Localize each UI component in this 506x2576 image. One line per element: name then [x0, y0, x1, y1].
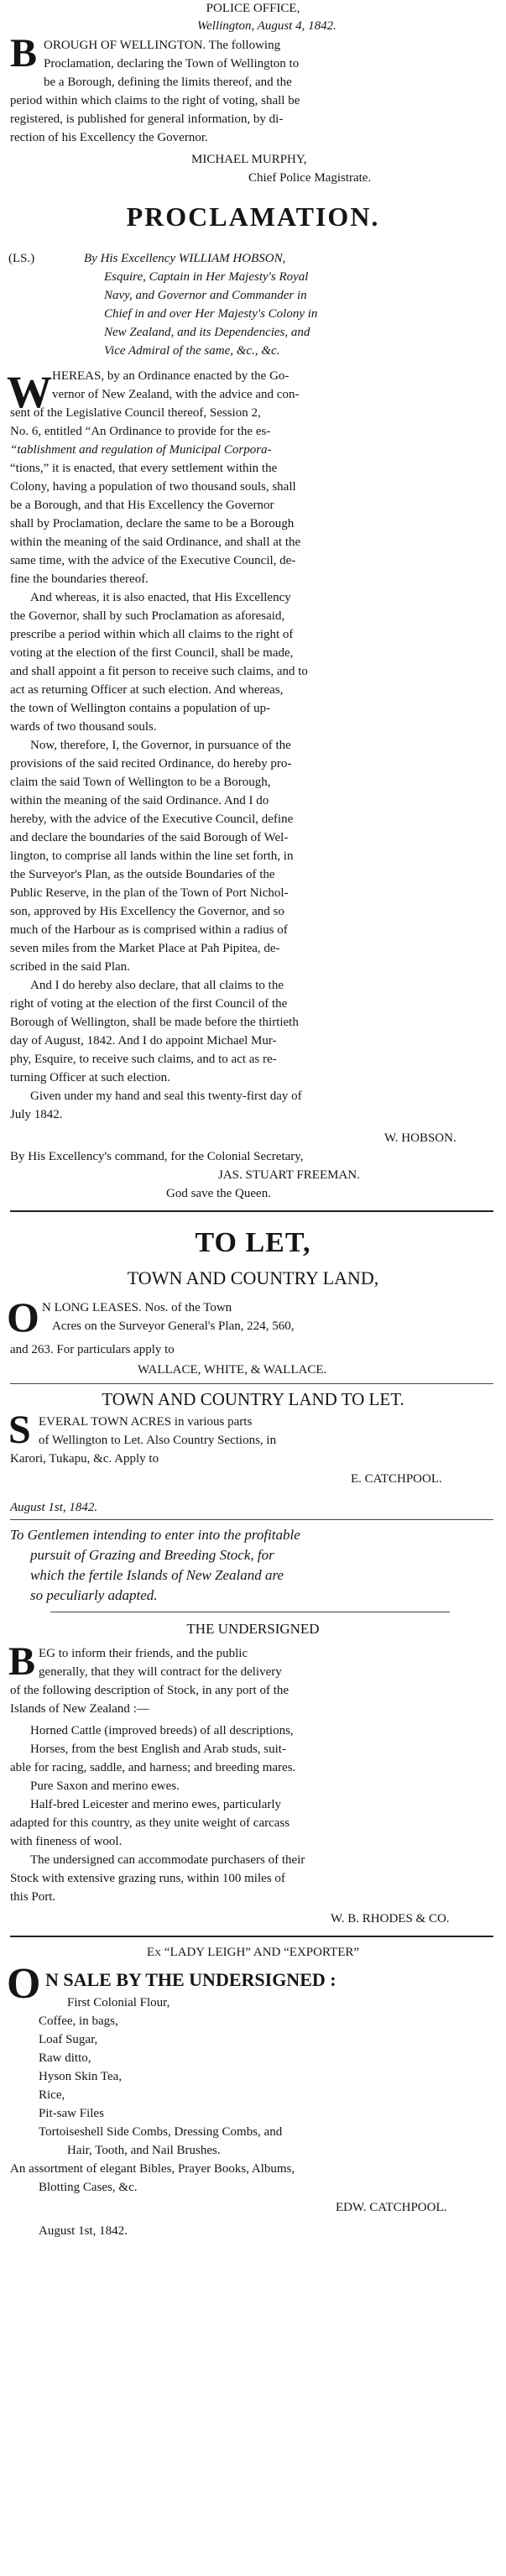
body-line: the Governor, shall by such Proclamation as aforesaid, [10, 609, 285, 623]
body-line: and declare the boundaries of the said Borough of Wel- [10, 831, 289, 844]
grazing-line: so peculiarly adapted. [30, 1587, 158, 1603]
grazing-body-line: this Port. [10, 1890, 56, 1904]
to-let-agent: WALLACE, WHITE, & WALLACE. [138, 1363, 327, 1377]
preamble-line: Chief in and over Her Majesty's Colony in [104, 307, 318, 321]
grazing-body-line: Horses, from the best English and Arab studs, suit- [30, 1743, 286, 1756]
town-country-heading: TOWN AND COUNTRY LAND TO LET. [102, 1389, 404, 1409]
sale-item: An assortment of elegant Bibles, Prayer Books, Albums, [10, 2162, 295, 2176]
police-line: Proclamation, declaring the Town of Wellington to [44, 57, 300, 71]
secretary-name: JAS. STUART FREEMAN. [218, 1168, 360, 1182]
body-line: HEREAS, by an Ordinance enacted by the Go- [52, 369, 290, 383]
preamble-line: Navy, and Governor and Commander in [104, 289, 307, 302]
police-dateline: Wellington, August 4, 1842. [197, 19, 336, 33]
sale-item: Loaf Sugar, [39, 2033, 98, 2046]
grazing-body-line: with fineness of wool. [10, 1835, 123, 1848]
body-line: and shall appoint a fit person to receive such claims, and to [10, 665, 308, 678]
to-let-line: N LONG LEASES. Nos. of the Town [42, 1301, 232, 1314]
police-line: period within which claims to the right of voting, shall be [10, 94, 300, 107]
sale-item: Hair, Tooth, and Nail Brushes. [67, 2144, 221, 2157]
body-line: July 1842. [10, 1108, 63, 1121]
body-line: son, approved by His Excellency the Governor, and so [10, 905, 284, 918]
body-line: shall by Proclamation, declare the same to be a Borough [10, 517, 295, 530]
grazing-body-line: Stock with extensive grazing runs, within 100 miles of [10, 1872, 285, 1885]
body-line: the town of Wellington contains a population of up- [10, 702, 271, 715]
section-divider [10, 1210, 493, 1212]
to-let-heading: TO LET, [195, 1227, 311, 1258]
grazing-body-line: of the following description of Stock, in any port of the [10, 1684, 290, 1697]
grazing-body-line: Half-bred Leicester and merino ewes, particularly [30, 1798, 282, 1811]
body-line: wards of two thousand souls. [10, 720, 157, 734]
body-line: And whereas, it is also enacted, that His Excellency [30, 591, 291, 604]
grazing-line: pursuit of Grazing and Breeding Stock, for [30, 1547, 274, 1563]
police-line: rection of his Excellency the Governor. [10, 131, 208, 144]
sale-item: Rice, [39, 2088, 65, 2102]
body-line: day of August, 1842. And I do appoint Michael Mur- [10, 1034, 277, 1048]
to-let-subheading: TOWN AND COUNTRY LAND, [127, 1267, 379, 1288]
police-line: be a Borough, defining the limits thereof, and the [44, 76, 292, 89]
grazing-body-line: Horned Cattle (improved breeds) of all descriptions, [30, 1724, 294, 1737]
grazing-body-line: The undersigned can accommodate purchasers of their [30, 1853, 305, 1867]
body-line: voting at the election of the first Council, shall be made, [10, 646, 294, 660]
body-line: right of voting at the election of the first Council of the [10, 997, 288, 1011]
grazing-body-line: Pure Saxon and merino ewes. [30, 1779, 180, 1793]
body-line: Colony, having a population of two thousand souls, shall [10, 480, 296, 494]
sale-item: Coffee, in bags, [39, 2014, 118, 2028]
town-country-line: of Wellington to Let. Also Country Sections, in [39, 1434, 277, 1447]
sale-initial: O [7, 1960, 41, 2008]
grazing-body-line: generally, that they will contract for the delivery [39, 1665, 282, 1679]
preamble-line: New Zealand, and its Dependencies, and [104, 326, 310, 339]
town-country-line: EVERAL TOWN ACRES in various parts [39, 1415, 253, 1429]
command-line: By His Excellency's command, for the Colonial Secretary, [10, 1150, 304, 1163]
to-let-line: and 263. For particulars apply to [10, 1343, 175, 1356]
body-line: much of the Harbour as is comprised within a radius of [10, 923, 288, 937]
sale-item: Tortoiseshell Side Combs, Dressing Combs, and [39, 2125, 283, 2139]
body-line: “tions,” it is enacted, that every settlement within the [10, 462, 278, 475]
sale-item: Blotting Cases, &c. [39, 2181, 138, 2194]
town-country-agent: E. CATCHPOOL. [351, 1472, 442, 1486]
sale-signer: EDW. CATCHPOOL. [336, 2201, 447, 2214]
body-line: And I do hereby also declare, that all claims to the [30, 979, 284, 992]
section-divider [10, 1519, 493, 1520]
police-line: registered, is published for general information, by di- [10, 112, 284, 126]
undersigned-heading: THE UNDERSIGNED [186, 1621, 320, 1637]
body-line: within the meaning of the said Ordinance. And I do [10, 794, 269, 807]
town-country-date: August 1st, 1842. [10, 1501, 98, 1514]
proclamation-initial: W [7, 367, 52, 417]
body-line: within the meaning of the said Ordinance, and shall at the [10, 536, 301, 549]
body-line: claim the said Town of Wellington to be a Borough, [10, 776, 271, 789]
police-initial: B [10, 31, 38, 76]
town-country-initial: S [8, 1408, 31, 1452]
preamble-line: Esquire, Captain in Her Majesty's Royal [104, 270, 309, 284]
preamble-line: By His Excellency WILLIAM HOBSON, [84, 252, 286, 265]
sale-heading: N SALE BY THE UNDERSIGNED : [45, 1969, 336, 1990]
to-let-initial: O [7, 1293, 39, 1340]
body-line: scribed in the said Plan. [10, 960, 130, 974]
body-line: Borough of Wellington, shall be made before the thirtieth [10, 1016, 299, 1029]
section-divider [10, 1936, 493, 1937]
sale-item: First Colonial Flour, [67, 1996, 170, 2009]
body-line: provisions of the said recited Ordinance, do hereby pro- [10, 757, 292, 771]
seal-mark: (LS.) [8, 252, 35, 265]
preamble-line: Vice Admiral of the same, &c., &c. [104, 344, 280, 358]
to-let-line: Acres on the Surveyor General's Plan, 224, 560, [52, 1319, 295, 1333]
body-line: Public Reserve, in the plan of the Town of Port Nichol- [10, 886, 289, 900]
body-line: No. 6, entitled “An Ordinance to provide for the es- [10, 425, 271, 438]
grazing-line: which the fertile Islands of New Zealand are [30, 1567, 284, 1583]
police-signer-name: MICHAEL MURPHY, [191, 153, 307, 166]
body-line: be a Borough, and that His Excellency the Governor [10, 499, 274, 512]
police-signer-title: Chief Police Magistrate. [248, 171, 372, 185]
police-line: OROUGH OF WELLINGTON. The following [44, 39, 281, 52]
sale-item: Hyson Skin Tea, [39, 2070, 123, 2083]
body-line: act as returning Officer at such election. And whereas, [10, 683, 284, 697]
body-line: phy, Esquire, to receive such claims, and to act as re- [10, 1053, 277, 1066]
body-line: “tablishment and regulation of Municipal Corpora- [10, 443, 272, 457]
body-line: seven miles from the Market Place at Pah Pipitea, de- [10, 942, 280, 955]
grazing-line: To Gentlemen intending to enter into the profitable [10, 1527, 300, 1543]
body-line: same time, with the advice of the Executive Council, de- [10, 554, 296, 567]
grazing-body-line: EG to inform their friends, and the public [39, 1647, 248, 1660]
body-line: Now, therefore, I, the Governor, in pursuance of the [30, 739, 291, 752]
hobson-signature: W. HOBSON. [384, 1131, 456, 1145]
closing-line: God save the Queen. [166, 1187, 271, 1200]
body-line: the Surveyor's Plan, as the outside Boundaries of the [10, 868, 275, 881]
proclamation-heading: PROCLAMATION. [126, 201, 380, 232]
body-line: prescribe a period within which all claims to the right of [10, 628, 294, 641]
grazing-initial: B [8, 1639, 36, 1684]
section-divider [10, 1383, 493, 1384]
sale-date: August 1st, 1842. [39, 2224, 128, 2238]
grazing-body-line: adapted for this country, as they unite weight of carcass [10, 1816, 290, 1830]
body-line: vernor of New Zealand, with the advice and con- [52, 388, 300, 401]
grazing-body-line: Islands of New Zealand :— [10, 1702, 149, 1716]
body-line: hereby, with the advice of the Executive Council, define [10, 813, 294, 826]
ship-line: Ex “LADY LEIGH” AND “EXPORTER” [146, 1946, 360, 1959]
sale-item: Raw ditto, [39, 2051, 91, 2065]
rhodes-signer: W. B. RHODES & CO. [331, 1912, 450, 1925]
body-line: turning Officer at such election. [10, 1071, 170, 1084]
body-line: Given under my hand and seal this twenty-first day of [30, 1089, 302, 1103]
town-country-line: Karori, Tukapu, &c. Apply to [10, 1452, 159, 1466]
grazing-body-line: able for racing, saddle, and harness; and breeding mares. [10, 1761, 296, 1774]
sale-item: Pit-saw Files [39, 2107, 104, 2120]
body-line: lington, to comprise all lands within the line set forth, in [10, 849, 294, 863]
police-heading: POLICE OFFICE, [206, 2, 300, 15]
body-line: sent of the Legislative Council thereof, Session 2, [10, 406, 261, 420]
body-line: fine the boundaries thereof. [10, 572, 149, 586]
